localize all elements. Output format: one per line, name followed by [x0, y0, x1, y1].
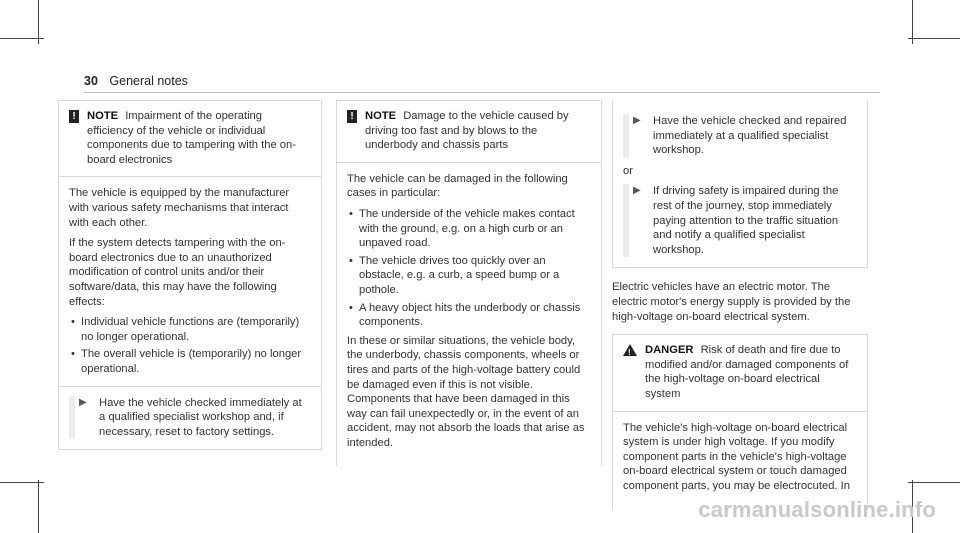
notice-text: [87, 109, 311, 167]
danger-box: [612, 334, 868, 509]
danger-label: DANGER: [645, 344, 694, 357]
crop-mark: [38, 480, 39, 533]
list-item: • The vehicle drives too quickly over an obstacle, e.g. a curb, a speed bump or a pothole.: [347, 254, 591, 298]
notice-text: [365, 109, 591, 153]
action-text: Have the vehicle checked and repaired immediately at a qualified specialist workshop.: [653, 115, 847, 157]
page-header: [84, 74, 188, 88]
list-item: • The underside of the vehicle makes contact with the ground, e.g. on a high curb or an unpaved road.: [347, 207, 591, 251]
note-box-tampering: [58, 100, 322, 450]
paragraph: In these or similar situations, the vehicle body, the underbody, chassis components, wheels or tires and parts of the high-voltage battery could be damaged even if this is not visible. Components that have been damaged in this way can fail unexpectedly or, in the event of an accident, may not absorb the loads that arise as intended.: [347, 334, 585, 449]
crop-mark: [908, 482, 960, 483]
note-box-continued: [612, 100, 868, 268]
action-arrow-icon: ▶: [633, 115, 641, 126]
divider: [59, 386, 321, 387]
column-3: [612, 100, 868, 509]
action-text: If driving safety is impaired during the rest of the journey, stop immediately paying attention to the traffic situation and notify a qualified specialist workshop.: [653, 185, 839, 256]
danger-title: Risk of death and fire due to modified and/or damaged components of the high-voltage on-board electrical system: [645, 344, 849, 400]
paragraph: The vehicle's high-voltage on-board electrical system is under high voltage. If you modify component parts in the vehicle's high-voltage on-board electrical system or touch damaged component parts, you may be electrocuted. In: [623, 421, 850, 492]
paragraph: The vehicle is equipped by the manufacturer with various safety mechanisms that interact with each other.: [69, 187, 290, 229]
list-item: • Individual vehicle functions are (temporarily) no longer operational.: [69, 315, 311, 344]
paragraph: Electric vehicles have an electric motor. The electric motor's energy supply is provided by the high-voltage on-board electrical system.: [612, 281, 851, 323]
action-step: [69, 396, 311, 440]
list-item: • The overall vehicle is (temporarily) no longer operational.: [69, 347, 311, 376]
crop-mark: [0, 38, 44, 39]
notice-header: [69, 109, 311, 167]
bullet-list: [69, 315, 311, 376]
notice-title: Impairment of the operating efficiency of the vehicle or individual components due to tampering with the on-board electronics: [87, 110, 296, 166]
note-box-damage: [336, 100, 602, 466]
action-arrow-icon: ▶: [79, 396, 87, 408]
divider: [337, 162, 601, 163]
notice-exclamation-icon: !: [347, 110, 357, 123]
paragraph: The vehicle can be damaged in the following cases in particular:: [347, 172, 568, 200]
danger-text: [645, 343, 857, 401]
notice-label: NOTE: [365, 110, 397, 122]
notice-title: Damage to the vehicle caused by driving too fast and by blows to the underbody and chassis parts: [365, 110, 569, 152]
action-arrow-icon: ▶: [633, 185, 641, 197]
action-step: [623, 114, 857, 158]
divider: [613, 411, 867, 412]
notice-exclamation-icon: !: [69, 110, 79, 123]
action-step: [623, 184, 857, 257]
crop-mark: [0, 482, 44, 483]
warning-triangle-icon: !: [623, 344, 637, 356]
bullet-list: [347, 207, 591, 330]
crop-mark: [908, 38, 960, 39]
header-rule: [84, 92, 880, 93]
action-text: Have the vehicle checked immediately at a qualified specialist workshop and, if necessary, reset to factory settings.: [99, 396, 302, 438]
notice-label: NOTE: [87, 110, 119, 122]
divider: [59, 176, 321, 177]
section-title: General notes: [109, 74, 188, 88]
or-text: or: [623, 164, 633, 177]
column-1: [58, 100, 322, 450]
watermark: carmanualsonline.info: [698, 497, 936, 522]
column-2: [336, 100, 602, 466]
list-item: • A heavy object hits the underbody or chassis components.: [347, 301, 591, 330]
notice-header: [347, 109, 591, 153]
danger-header: [623, 343, 857, 401]
paragraph: If the system detects tampering with the on-board electronics due to an unauthorized modification of control units and/or their software/data, this may have the following effects:: [69, 237, 286, 308]
page-number: 30: [84, 74, 98, 88]
